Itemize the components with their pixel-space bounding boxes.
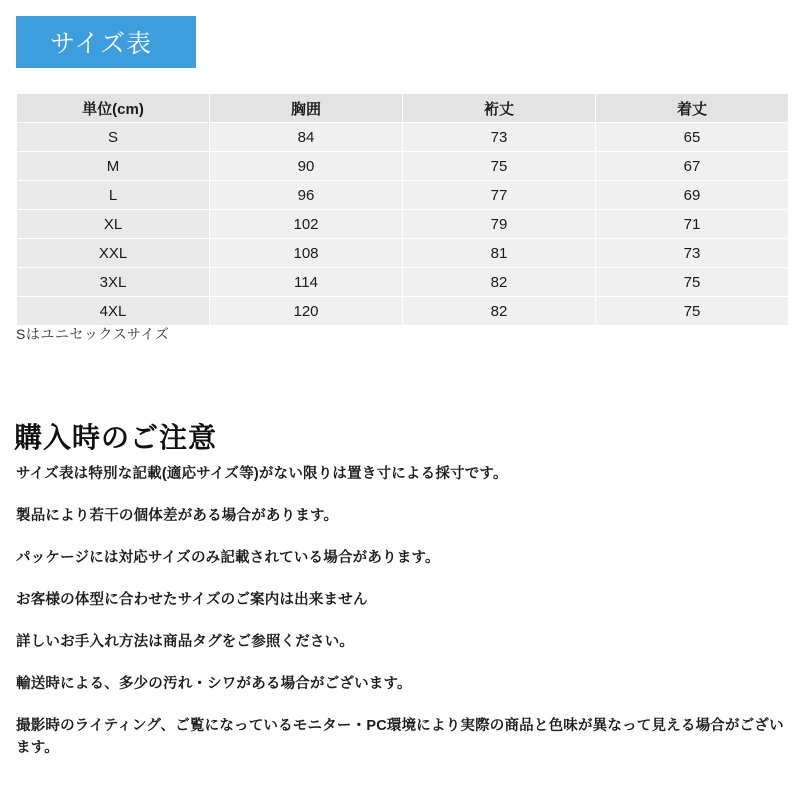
cell-chest: 114 bbox=[210, 268, 403, 297]
table-row bbox=[17, 210, 789, 239]
cell-size: M bbox=[17, 152, 210, 181]
size-chart-header-badge bbox=[16, 16, 196, 68]
table-row bbox=[17, 181, 789, 210]
list-item: パッケージには対応サイズのみ記載されている場合があります。 bbox=[16, 550, 440, 567]
cell-length: 65 bbox=[596, 123, 789, 152]
size-table-head bbox=[17, 94, 789, 123]
cell-length: 69 bbox=[596, 181, 789, 210]
cell-sleeve: 82 bbox=[403, 297, 596, 326]
cell-size: 4XL bbox=[17, 297, 210, 326]
page-title: サイズ表 bbox=[50, 30, 153, 58]
cell-length: 75 bbox=[596, 297, 789, 326]
size-table bbox=[16, 93, 789, 326]
list-item: お客様の体型に合わせたサイズのご案内は出来ません bbox=[16, 592, 368, 609]
cell-size: L bbox=[17, 181, 210, 210]
cell-sleeve: 73 bbox=[403, 123, 596, 152]
list-item: 撮影時のライティング、ご覧になっているモニター・PC環境により実際の商品と色味が異なって見える場合がございます。 bbox=[16, 718, 784, 756]
cell-chest: 102 bbox=[210, 210, 403, 239]
size-table-container bbox=[16, 93, 784, 326]
cell-chest: 90 bbox=[210, 152, 403, 181]
list-item: 詳しいお手入れ方法は商品タグをご参照ください。 bbox=[16, 634, 355, 651]
table-row bbox=[17, 152, 789, 181]
column-header-chest: 胸囲 bbox=[210, 94, 403, 123]
cell-sleeve: 81 bbox=[403, 239, 596, 268]
cell-length: 67 bbox=[596, 152, 789, 181]
cell-size: XXL bbox=[17, 239, 210, 268]
notice-heading: 購入時のご注意 bbox=[14, 422, 218, 453]
cell-sleeve: 77 bbox=[403, 181, 596, 210]
cell-chest: 84 bbox=[210, 123, 403, 152]
size-table-note: Sはユニセックスサイズ bbox=[16, 326, 170, 342]
cell-size: S bbox=[17, 123, 210, 152]
cell-chest: 108 bbox=[210, 239, 403, 268]
size-table-body bbox=[17, 123, 789, 326]
list-item: 製品により若干の個体差がある場合があります。 bbox=[16, 508, 339, 525]
cell-sleeve: 82 bbox=[403, 268, 596, 297]
cell-size: 3XL bbox=[17, 268, 210, 297]
cell-length: 75 bbox=[596, 268, 789, 297]
cell-length: 71 bbox=[596, 210, 789, 239]
table-header-row bbox=[17, 94, 789, 123]
cell-size: XL bbox=[17, 210, 210, 239]
list-item: 輸送時による、多少の汚れ・シワがある場合がございます。 bbox=[16, 676, 412, 693]
cell-chest: 120 bbox=[210, 297, 403, 326]
column-header-sleeve: 裄丈 bbox=[403, 94, 596, 123]
table-row bbox=[17, 297, 789, 326]
cell-chest: 96 bbox=[210, 181, 403, 210]
table-row bbox=[17, 268, 789, 297]
table-row bbox=[17, 123, 789, 152]
cell-length: 73 bbox=[596, 239, 789, 268]
table-row bbox=[17, 239, 789, 268]
notice-list bbox=[16, 464, 786, 760]
column-header-length: 着丈 bbox=[596, 94, 789, 123]
cell-sleeve: 79 bbox=[403, 210, 596, 239]
cell-sleeve: 75 bbox=[403, 152, 596, 181]
column-header-unit: 単位(cm) bbox=[17, 94, 210, 123]
list-item: サイズ表は特別な記載(適応サイズ等)がない限りは置き寸による採寸です。 bbox=[16, 466, 508, 482]
